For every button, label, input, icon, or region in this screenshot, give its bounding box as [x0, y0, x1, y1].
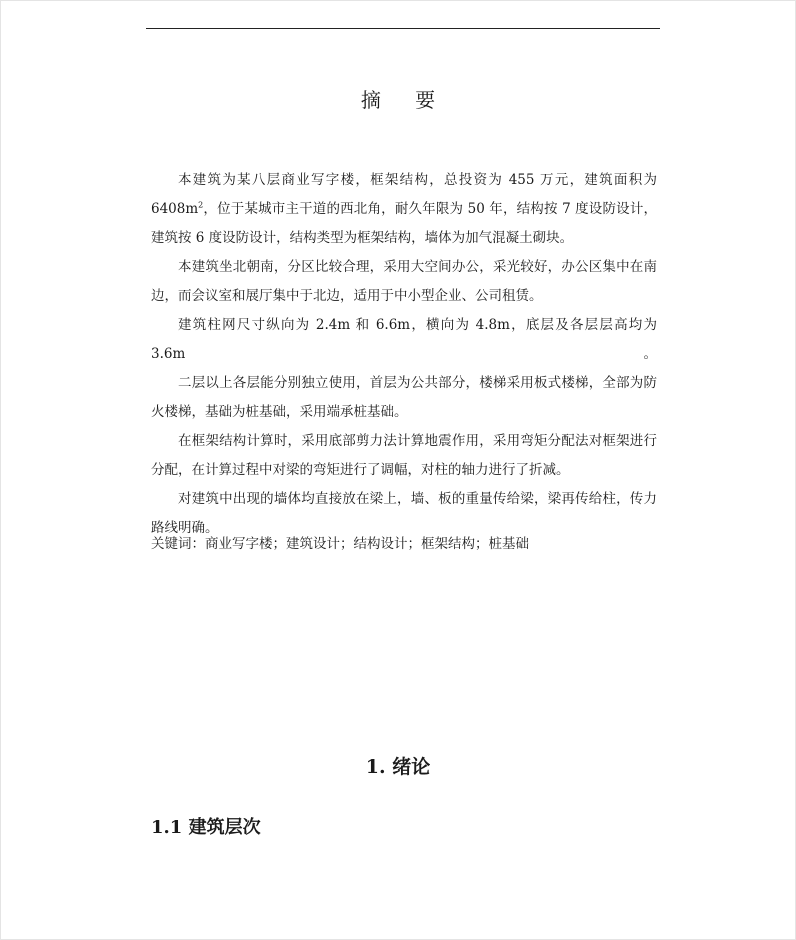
abstract-body [151, 166, 657, 543]
keywords-line [151, 532, 529, 556]
abstract-paragraph-5: 在框架结构计算时，采用底部剪力法计算地震作用，采用弯矩分配法对框架进行分配，在计算过程中对梁的弯矩进行了调幅，对柱的轴力进行了折减。 [151, 433, 657, 478]
abstract-paragraph-1-start: 本建筑为某八层商业写字楼，框架结构，总投资为 455 万元，建筑面积为 6408m [151, 172, 657, 217]
abstract-title: 摘 要 [360, 88, 450, 112]
section-heading: 1.1 建筑层次 [151, 817, 261, 838]
abstract-paragraph-4: 二层以上各层能分别独立使用，首层为公共部分，楼梯采用板式楼梯，全部为防火楼梯，基础为桩基础，采用端承桩基础。 [151, 375, 657, 420]
abstract-paragraph-1 [151, 166, 657, 253]
header-rule [146, 28, 660, 29]
squared-superscript: 2 [198, 200, 204, 210]
abstract-paragraph-1-end: ，位于某城市主干道的西北角，耐久年限为 50 年，结构按 7 度设防设计，建筑按 6 度设防设计，结构类型为框架结构，墙体为加气混凝土砌块。 [151, 201, 657, 246]
keywords-label: 关键词： [151, 536, 205, 552]
abstract-paragraph-6: 对建筑中出现的墙体均直接放在梁上，墙、板的重量传给梁，梁再传给柱，传力路线明确。 [151, 491, 657, 536]
keywords-text: 商业写字楼；建筑设计；结构设计；框架结构；桩基础 [205, 536, 529, 552]
abstract-paragraph-3: 建筑柱网尺寸纵向为 2.4m 和 6.6m，横向为 4.8m，底层及各层层高均为 3.6m。 [151, 317, 657, 362]
abstract-paragraph-2: 本建筑坐北朝南，分区比较合理，采用大空间办公，采光较好，办公区集中在南边，而会议室和展厅集中于北边，适用于中小型企业、公司租赁。 [151, 259, 657, 304]
chapter-heading: 1. 绪论 [365, 756, 431, 778]
